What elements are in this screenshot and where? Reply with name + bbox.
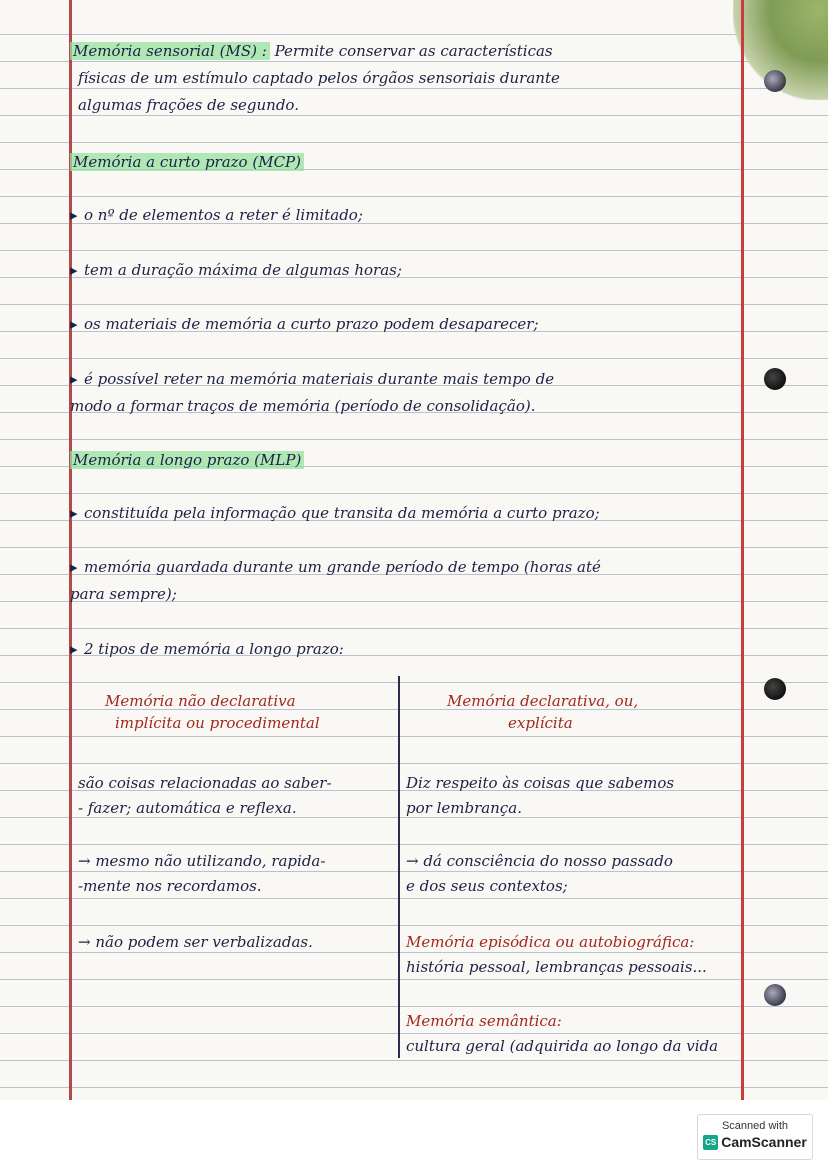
- mlp-bullet-2-cont: para sempre);: [70, 585, 177, 603]
- ms-text-2: físicas de um estímulo captado pelos órgãos sensoriais durante: [78, 69, 560, 87]
- table-left-line-1: são coisas relacionadas ao saber-: [78, 774, 332, 792]
- table-right-line-5: história pessoal, lembranças pessoais...: [406, 958, 707, 976]
- table-right-header-1: Memória declarativa, ou,: [447, 692, 639, 710]
- binder-hole-1: [764, 70, 786, 92]
- mcp-heading: Memória a curto prazo (MCP): [70, 153, 304, 171]
- ms-heading: Memória sensorial (MS) :: [70, 42, 270, 60]
- ms-text-3: algumas frações de segundo.: [78, 96, 299, 114]
- table-right-line-4: e dos seus contextos;: [406, 877, 568, 895]
- mcp-bullet-4-cont: modo a formar traços de memória (período de consolidação).: [70, 397, 536, 415]
- semantic-heading: Memória semântica:: [406, 1012, 562, 1030]
- mcp-bullet-2: ▸ tem a duração máxima de algumas horas;: [70, 261, 402, 279]
- mcp-heading-line: [70, 149, 304, 176]
- table-left-line-3: → mesmo não utilizando, rapida-: [78, 852, 326, 870]
- ms-line-1: [70, 38, 553, 65]
- camscanner-icon: CS: [703, 1135, 718, 1150]
- mlp-heading-line: [70, 447, 304, 474]
- episodic-heading: Memória episódica ou autobiográfica:: [406, 933, 695, 951]
- mlp-bullet-1: ▸ constituída pela informação que transita da memória a curto prazo;: [70, 504, 600, 522]
- ms-text-1: Permite conservar as características: [274, 42, 553, 60]
- table-left-line-2: - fazer; automática e reflexa.: [78, 799, 297, 817]
- table-right-line-3: → dá consciência do nosso passado: [406, 852, 673, 870]
- table-left-line-5: → não podem ser verbalizadas.: [78, 933, 313, 951]
- camscanner-logo: [698, 1134, 812, 1150]
- table-right-header-2: explícita: [508, 714, 573, 732]
- mlp-bullet-2: ▸ memória guardada durante um grande período de tempo (horas até: [70, 558, 601, 576]
- mlp-heading: Memória a longo prazo (MLP): [70, 451, 304, 469]
- camscanner-watermark: [697, 1114, 813, 1160]
- mlp-bullet-3: ▸ 2 tipos de memória a longo prazo:: [70, 640, 344, 658]
- mcp-bullet-3: ▸ os materiais de memória a curto prazo podem desaparecer;: [70, 315, 539, 333]
- mcp-bullet-4: ▸ é possível reter na memória materiais durante mais tempo de: [70, 370, 555, 388]
- table-right-line-1: Diz respeito às coisas que sabemos: [406, 774, 675, 792]
- table-right-line-6: cultura geral (adquirida ao longo da vida: [406, 1037, 719, 1055]
- table-divider: [398, 676, 400, 1058]
- binder-hole-2: [764, 368, 786, 390]
- binder-hole-4: [764, 984, 786, 1006]
- table-left-header-1: Memória não declarativa: [105, 692, 296, 710]
- scanned-with-caption: Scanned with: [721, 1120, 789, 1132]
- right-margin-line: [741, 0, 744, 1100]
- camscanner-brand: CamScanner: [721, 1134, 807, 1150]
- table-left-header-2: implícita ou procedimental: [115, 714, 320, 732]
- binder-hole-3: [764, 678, 786, 700]
- table-left-line-4: -mente nos recordamos.: [78, 877, 262, 895]
- mcp-bullet-1: ▸ o nº de elementos a reter é limitado;: [70, 206, 363, 224]
- table-right-line-2: por lembrança.: [406, 799, 522, 817]
